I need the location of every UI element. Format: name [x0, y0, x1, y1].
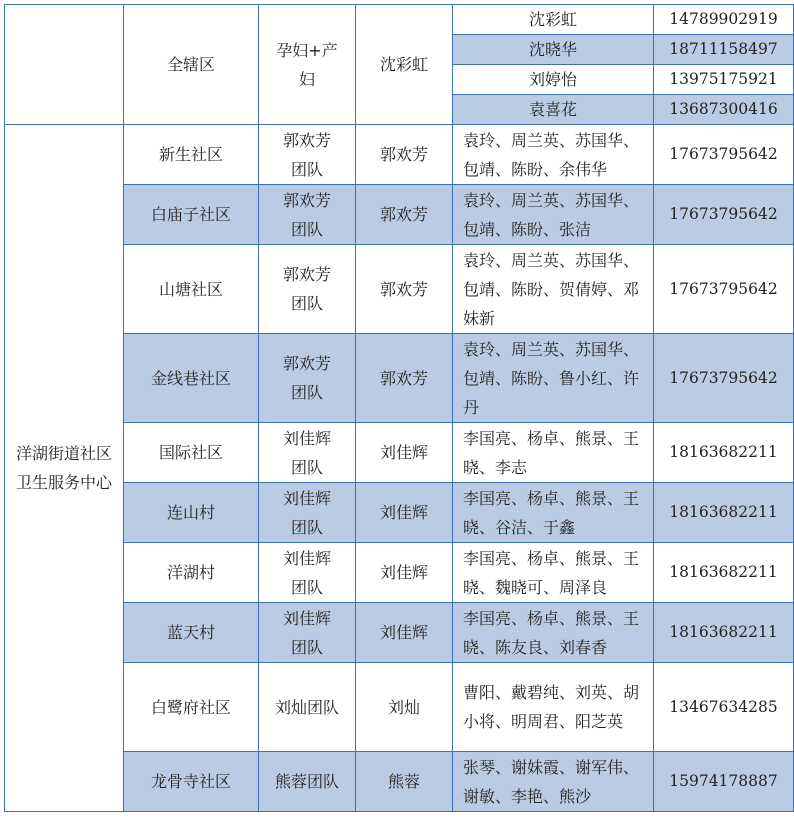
table-row	[5, 543, 794, 603]
phone-cell: 17673795642	[654, 185, 794, 245]
phone-cell: 18711158497	[654, 35, 794, 65]
leader-cell: 郭欢芳	[356, 245, 453, 334]
team-cell: 刘佳辉团队	[259, 543, 356, 603]
members-cell: 袁玲、周兰英、苏国华、包靖、陈盼、贺倩婷、邓妹新	[453, 245, 654, 334]
phone-cell: 18163682211	[654, 543, 794, 603]
members-cell: 袁玲、周兰英、苏国华、包靖、陈盼、张洁	[453, 185, 654, 245]
community-cell: 白庙子社区	[124, 185, 259, 245]
members-cell: 袁玲、周兰英、苏国华、包靖、陈盼、鲁小红、许丹	[453, 334, 654, 423]
members-cell: 李国亮、杨卓、熊景、王晓、陈友良、刘春香	[453, 603, 654, 663]
table-row	[5, 334, 794, 423]
phone-cell: 14789902919	[654, 5, 794, 35]
table-row	[5, 185, 794, 245]
phone-cell: 17673795642	[654, 334, 794, 423]
member-cell: 刘婷怡	[453, 65, 654, 95]
members-cell: 李国亮、杨卓、熊景、王晓、谷洁、于鑫	[453, 483, 654, 543]
community-cell: 新生社区	[124, 125, 259, 185]
leader-cell: 刘佳辉	[356, 543, 453, 603]
leader-cell: 刘佳辉	[356, 483, 453, 543]
table-row	[5, 483, 794, 543]
leader-cell: 刘灿	[356, 663, 453, 752]
phone-cell: 15974178887	[654, 752, 794, 812]
community-cell: 山塘社区	[124, 245, 259, 334]
team-cell: 郭欢芳团队	[259, 245, 356, 334]
leader-cell: 郭欢芳	[356, 334, 453, 423]
phone-cell: 13467634285	[654, 663, 794, 752]
table-row	[5, 752, 794, 812]
team-cell: 刘佳辉团队	[259, 603, 356, 663]
community-cell: 连山村	[124, 483, 259, 543]
phone-cell: 18163682211	[654, 483, 794, 543]
phone-cell: 13687300416	[654, 95, 794, 125]
table-row	[5, 663, 794, 752]
table-row	[5, 245, 794, 334]
community-cell: 金线巷社区	[124, 334, 259, 423]
phone-cell: 17673795642	[654, 125, 794, 185]
team-cell: 郭欢芳团队	[259, 185, 356, 245]
members-cell: 李国亮、杨卓、熊景、王晓、魏晓可、周泽良	[453, 543, 654, 603]
team-table	[4, 4, 794, 812]
blank-cell	[5, 5, 124, 125]
team-cell: 郭欢芳团队	[259, 125, 356, 185]
member-cell: 沈晓华	[453, 35, 654, 65]
team-cell: 刘佳辉团队	[259, 423, 356, 483]
leader-cell: 沈彩虹	[356, 5, 453, 125]
members-cell: 袁玲、周兰英、苏国华、包靖、陈盼、余伟华	[453, 125, 654, 185]
community-cell: 蓝天村	[124, 603, 259, 663]
community-cell: 洋湖村	[124, 543, 259, 603]
community-cell: 国际社区	[124, 423, 259, 483]
leader-cell: 熊蓉	[356, 752, 453, 812]
leader-cell: 刘佳辉	[356, 423, 453, 483]
members-cell: 曹阳、戴碧纯、刘英、胡小将、明周君、阳芝英	[453, 663, 654, 752]
team-cell: 熊蓉团队	[259, 752, 356, 812]
phone-cell: 18163682211	[654, 423, 794, 483]
table-row	[5, 603, 794, 663]
team-cell: 郭欢芳团队	[259, 334, 356, 423]
team-cell: 刘灿团队	[259, 663, 356, 752]
table-row	[5, 423, 794, 483]
leader-cell: 刘佳辉	[356, 603, 453, 663]
member-cell: 沈彩虹	[453, 5, 654, 35]
phone-cell: 13975175921	[654, 65, 794, 95]
community-cell: 龙骨寺社区	[124, 752, 259, 812]
members-cell: 李国亮、杨卓、熊景、王晓、李志	[453, 423, 654, 483]
leader-cell: 郭欢芳	[356, 185, 453, 245]
team-cell: 刘佳辉团队	[259, 483, 356, 543]
center-cell: 洋湖街道社区卫生服务中心	[5, 125, 124, 812]
members-cell: 张琴、谢妹霞、谢军伟、谢敏、李艳、熊沙	[453, 752, 654, 812]
phone-cell: 17673795642	[654, 245, 794, 334]
area-cell: 全辖区	[124, 5, 259, 125]
member-cell: 袁喜花	[453, 95, 654, 125]
table-row	[5, 125, 794, 185]
community-cell: 白鹭府社区	[124, 663, 259, 752]
phone-cell: 18163682211	[654, 603, 794, 663]
service-type-cell: 孕妇+产妇	[259, 5, 356, 125]
leader-cell: 郭欢芳	[356, 125, 453, 185]
